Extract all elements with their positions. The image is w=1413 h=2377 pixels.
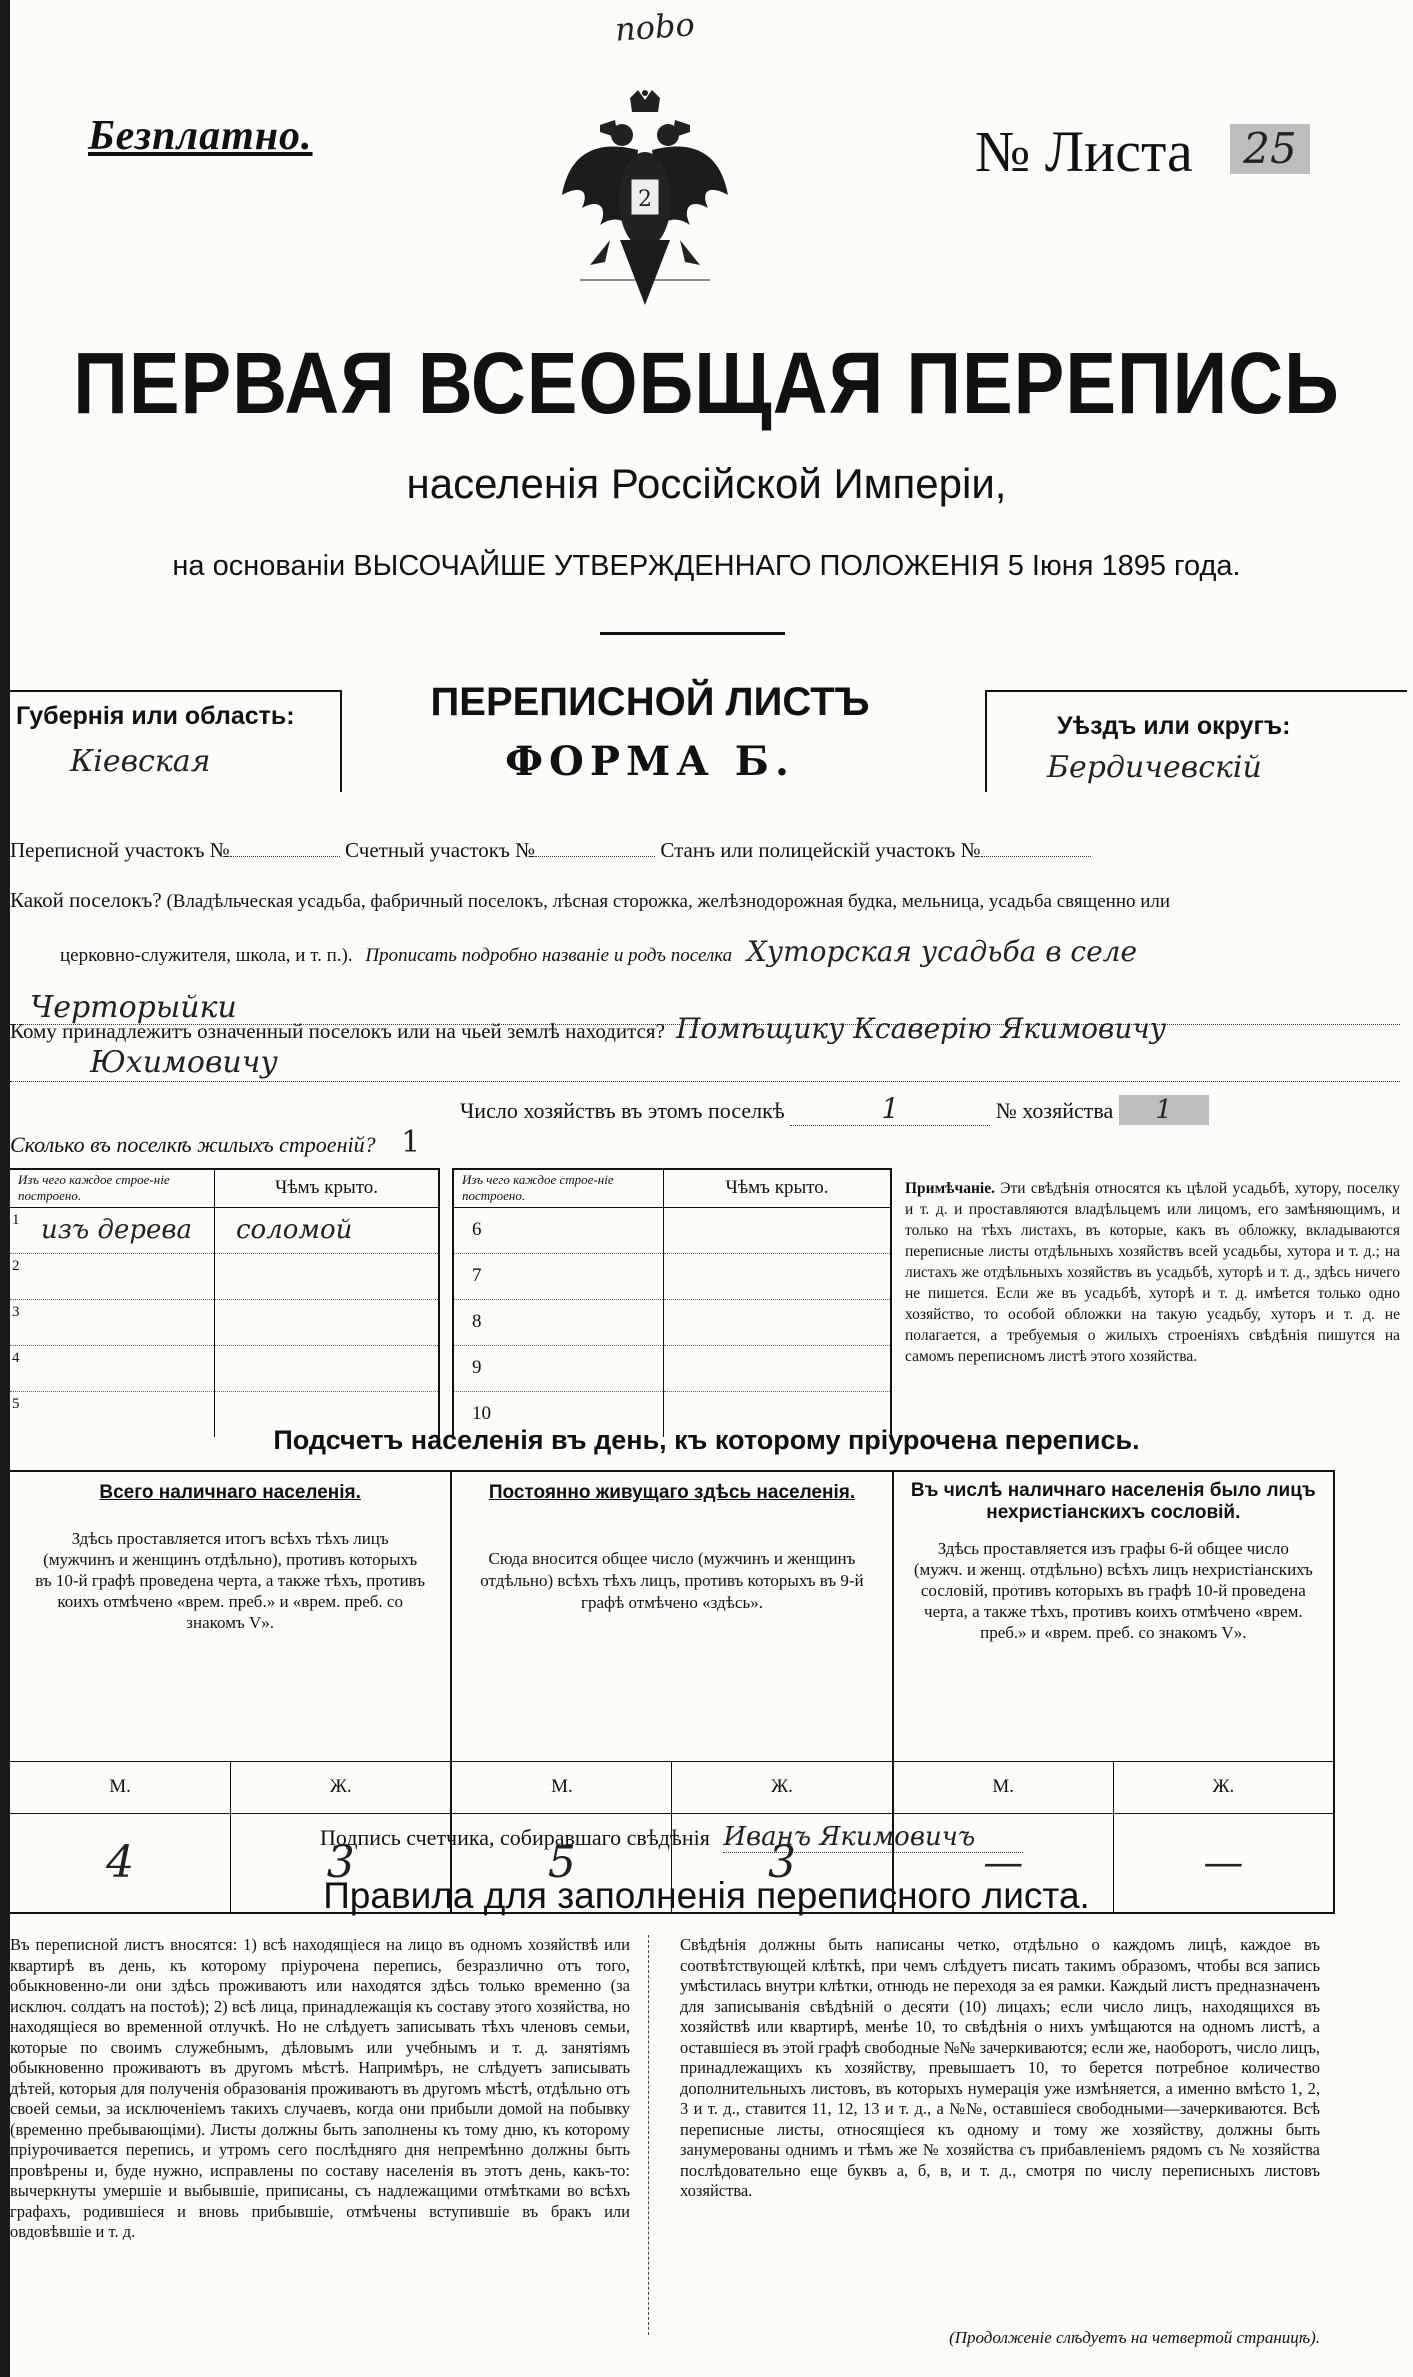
gubernia-value: Кіевская bbox=[70, 744, 211, 779]
table-row: 6 bbox=[453, 1207, 891, 1253]
dwellings-label: Сколько въ поселкѣ жилыхъ строеній? bbox=[10, 1132, 376, 1157]
settlement-hint-2: церковно-служителя, школа, и т. п.). bbox=[60, 945, 353, 966]
counting-district-label: Счетный участокъ № bbox=[345, 838, 536, 862]
gubernia-label: Губернія или область: bbox=[16, 702, 295, 730]
col-material: Изъ чего каждое строе-ніе построено. bbox=[10, 1169, 215, 1207]
settlement-label: Какой поселокъ? bbox=[10, 888, 162, 912]
note-text: Эти свѣдѣнія относятся къ цѣлой усадьбѣ, хутору, поселку и т. д. и проставляются владѣльцемъ или лицомъ, его замѣняющимъ, и только на тѣхъ листахъ, въ которые, какъ въ обложку, вкладываются переписные листы отдѣльныхъ хозяйствъ всей усадьбы, хутора и т. д.; на листахъ же отдѣльныхъ хозяйствъ въ усадьбѣ, хуторѣ и т. д., здѣсь ничего не пишется. Если же въ усадьбѣ, хуторѣ и т. д. имѣется только одно хозяйство, то особой обложки на такую усадьбу, хуторъ и т. д. не полагается, а требуемыя о жилыхъ строеніяхъ свѣдѣнія пишутся на самомъ переписномъ листѣ этого хозяйства. bbox=[905, 1180, 1400, 1365]
settlement-row-2 bbox=[60, 935, 1400, 968]
gubernia-box bbox=[10, 690, 342, 792]
form-title: ПЕРЕПИСНОЙ ЛИСТЪ bbox=[430, 680, 870, 724]
note-title: Примѣчаніе. bbox=[905, 1180, 995, 1197]
owner-value-2: Юхимовичу bbox=[90, 1045, 278, 1080]
nonchristian-female-value: — bbox=[1113, 1813, 1334, 1913]
resident-male-value: 5 bbox=[451, 1813, 672, 1913]
settlement-hint: (Владѣльческая усадьба, фабричный поселокъ, лѣсная сторожка, желѣзнодорожная будка, мельница, усадьба священно или bbox=[166, 891, 1171, 912]
owner-value: Помѣщику Ксаверію Якимовичу bbox=[676, 1012, 1167, 1045]
district-row bbox=[10, 838, 1405, 863]
uezd-box bbox=[985, 690, 1407, 792]
table-row: 10 bbox=[453, 1391, 891, 1437]
census-district-label: Переписной участокъ № bbox=[10, 838, 230, 862]
total-female-value: 3 bbox=[231, 1813, 452, 1913]
owner-line-2 bbox=[10, 1045, 1400, 1082]
table-row: 9 bbox=[453, 1345, 891, 1391]
table-row: 3 bbox=[10, 1299, 439, 1345]
dwellings-value: 1 bbox=[401, 1125, 421, 1160]
zh-header-2: Ж. bbox=[672, 1761, 893, 1813]
m-header-1: М. bbox=[10, 1761, 231, 1813]
settlement-value: Хуторская усадьба в селе bbox=[746, 935, 1138, 968]
households-label: Число хозяйствъ въ этомъ поселкѣ bbox=[460, 1098, 785, 1123]
imperial-eagle-emblem bbox=[560, 90, 730, 320]
settlement-value-2: Черторыйки bbox=[30, 990, 237, 1025]
resident-female-value: 3 bbox=[672, 1813, 893, 1913]
form-subtitle: ФОРМА Б. bbox=[505, 738, 795, 785]
police-district-label: Станъ или полицейскій участокъ № bbox=[660, 838, 981, 862]
settlement-instruction: Прописать подробно названіе и родъ поселка bbox=[365, 945, 733, 966]
sheet-number-label: № Листа bbox=[975, 119, 1193, 184]
rules-left: Въ переписной листъ вносятся: 1) всѣ находящіеся на лицо въ одномъ хозяйствѣ или квартирѣ въ день, къ которому пріурочена перепись, безразлично отъ того, обыкновенно-ли они здѣсь проживаютъ или находятся здѣсь только временно (за исключ. солдатъ на постоѣ); 2) всѣ лица, принадлежащія къ составу этого хозяйства, но находящіеся во временной отлучкѣ. Но не слѣдуетъ записывать тѣхъ членовъ семьи, которые по своимъ служебнымъ, дѣловымъ или учебнымъ и т. д. занятіямъ обыкновенно проживаютъ въ другомъ мѣстѣ. Напримѣръ, не слѣдуетъ записывать дѣтей, которыя для полученія образованія проживаютъ въ другомъ мѣстѣ, отдѣльно отъ своей семьи, за исключеніемъ такихъ случаевъ, когда они прибыли домой на побывку (временно пребывающіми). Листы должны быть заполнены къ тому дню, къ которому пріурочивается перепись, и утромъ сего послѣдняго дня непремѣнно должны быть провѣрены и, буде нужно, исправлены по составу населенія въ этотъ день, какъ-то: вычеркнуты умершіе и выбывшіе, приписаны, съ надлежащими отмѣтками во всѣхъ графахъ, родившіеся и вновь прибывшіе, отмѣчены вступившіе въ бракъ или овдовѣвшіе и т. д. bbox=[10, 1935, 630, 2241]
col-roof: Чѣмъ крыто. bbox=[215, 1169, 440, 1207]
col3-text: Здѣсь проставляется изъ графы 6-й общее число (мужч. и женщ. отдѣльно) всѣхъ лицъ нехристіанскихъ сословій, противъ которыхъ въ графѣ 10-й проведена черта, а также тѣхъ, противъ коихъ отмѣчено «врем. преб.» и «врем. преб. со знакомъ V». bbox=[913, 1539, 1313, 1642]
col-roof-2: Чѣмъ крыто. bbox=[664, 1169, 892, 1207]
rules-heading: Правила для заполненія переписного листа. bbox=[323, 1875, 1090, 1916]
settlement-row bbox=[10, 888, 1405, 913]
signature-value: Иванъ Якимовичъ bbox=[723, 1822, 1023, 1853]
col1-title: Всего наличнаго населенія. bbox=[99, 1482, 361, 1503]
table-row: 7 bbox=[453, 1253, 891, 1299]
table-row: 2 bbox=[10, 1253, 439, 1299]
count-heading: Подсчетъ населенія въ день, къ которому пріурочена перепись. bbox=[273, 1425, 1140, 1455]
top-scribble: nobo bbox=[613, 5, 696, 49]
table-row: 8 bbox=[453, 1299, 891, 1345]
owner-row bbox=[10, 1012, 1405, 1045]
page-subtitle: населенія Россійской Имперіи, bbox=[406, 460, 1007, 507]
rules-right: Свѣдѣнія должны быть написаны четко, отдѣльно о каждомъ лицѣ, каждое въ соотвѣтствующей клѣткѣ, при чемъ слѣдуетъ писать такимъ образомъ, чтобы вся запись умѣстилась внутри клѣтки, отнюдь не переходя за ея рамки. Каждый листъ предназначенъ для записыванія свѣдѣній о десяти (10) лицахъ; если число лицъ, находящихся въ хозяйствѣ или квартирѣ, менѣе 10, то свѣдѣнія о нихъ умѣщаются на одномъ листѣ, а оставшіеся въ этой графѣ свободные №№ зачеркиваются; если же, наоборотъ, число лицъ, принадлежащихъ къ хозяйству, превышаетъ 10, то берется потребное количество дополнительныхъ листовъ, въ которыхъ нумерація уже измѣняется, а именно вмѣсто 1, 2, 3 и т. д., ставится 11, 12, 13 и т. д., а №№, оставшіеся свободными—зачеркиваются. Всѣ переписные листы, относящіеся къ одному и тому же хозяйству, должны быть занумерованы однимъ и тѣмъ же № хозяйства съ прибавленіемъ рядомъ съ № хозяйства послѣдовательно еще буквъ а, б, в, и т. д., смотря по числу переписныхъ листовъ хозяйства. bbox=[680, 1935, 1320, 2200]
buildings-table-right bbox=[452, 1168, 892, 1437]
free-label: Безплатно. bbox=[88, 113, 313, 159]
roof-cell: соломой bbox=[236, 1215, 353, 1245]
col2-title: Постоянно живущаго здѣсь населенія. bbox=[488, 1482, 856, 1503]
uezd-value: Бердичевскій bbox=[1047, 750, 1262, 785]
uezd-label: Уѣздъ или округъ: bbox=[1057, 712, 1291, 740]
zh-header-1: Ж. bbox=[231, 1761, 452, 1813]
table-row: 4 bbox=[10, 1345, 439, 1391]
nonchristian-male-value: — bbox=[893, 1813, 1114, 1913]
m-header-2: М. bbox=[451, 1761, 672, 1813]
total-male-value: 4 bbox=[10, 1813, 231, 1913]
m-header-3: М. bbox=[893, 1761, 1114, 1813]
owner-label: Кому принадлежитъ означенный поселокъ или на чьей землѣ находится? bbox=[10, 1019, 665, 1043]
table-row: 1 изъ дерева соломой bbox=[10, 1207, 439, 1253]
page-title: ПЕРВАЯ ВСЕОБЩАЯ ПЕРЕПИСЬ bbox=[73, 334, 1340, 433]
continued-note: (Продолженіе слѣдуетъ на четвертой страницѣ). bbox=[949, 2328, 1320, 2347]
household-number-label: № хозяйства bbox=[995, 1098, 1114, 1123]
signature-label: Подпись счетчика, собиравшаго свѣдѣнія bbox=[320, 1825, 710, 1850]
buildings-note bbox=[905, 1178, 1400, 1367]
col-material-2: Изъ чего каждое строе-ніе построено. bbox=[453, 1169, 664, 1207]
col2-text: Сюда вносится общее число (мужчинъ и женщинъ отдѣльно) всѣхъ тѣхъ лицъ, противъ которыхъ въ 9-й графѣ отмѣчено «здѣсь». bbox=[480, 1549, 864, 1612]
legal-basis: на основаніи ВЫСОЧАЙШЕ УТВЕРЖДЕННАГО ПОЛОЖЕНІЯ 5 Іюня 1895 года. bbox=[172, 550, 1241, 582]
households-value: 1 bbox=[790, 1092, 990, 1126]
divider bbox=[600, 632, 785, 635]
material-cell: изъ дерева bbox=[41, 1215, 193, 1245]
households-row bbox=[460, 1092, 1410, 1126]
household-number-value: 1 bbox=[1119, 1095, 1209, 1125]
signature-row bbox=[320, 1822, 1320, 1853]
column-divider bbox=[648, 1935, 649, 2335]
buildings-table-left bbox=[10, 1168, 440, 1437]
col3-title: Въ числѣ наличнаго населенія было лицъ нехристіанскихъ сословій. bbox=[910, 1480, 1316, 1523]
col1-text: Здѣсь проставляется итогъ всѣхъ тѣхъ лицъ (мужчинъ и женщинъ отдѣльно), противъ которыхъ въ 10-й графѣ проведена черта, а также тѣхъ, противъ коихъ отмѣчено «врем. преб.» и «врем. преб. со знакомъ V». bbox=[35, 1529, 426, 1632]
svg-text:2: 2 bbox=[638, 187, 652, 212]
dwellings-row bbox=[10, 1125, 570, 1160]
table-row: 5 bbox=[10, 1391, 439, 1437]
sheet-number-value: 25 bbox=[1230, 124, 1310, 174]
zh-header-3: Ж. bbox=[1113, 1761, 1334, 1813]
